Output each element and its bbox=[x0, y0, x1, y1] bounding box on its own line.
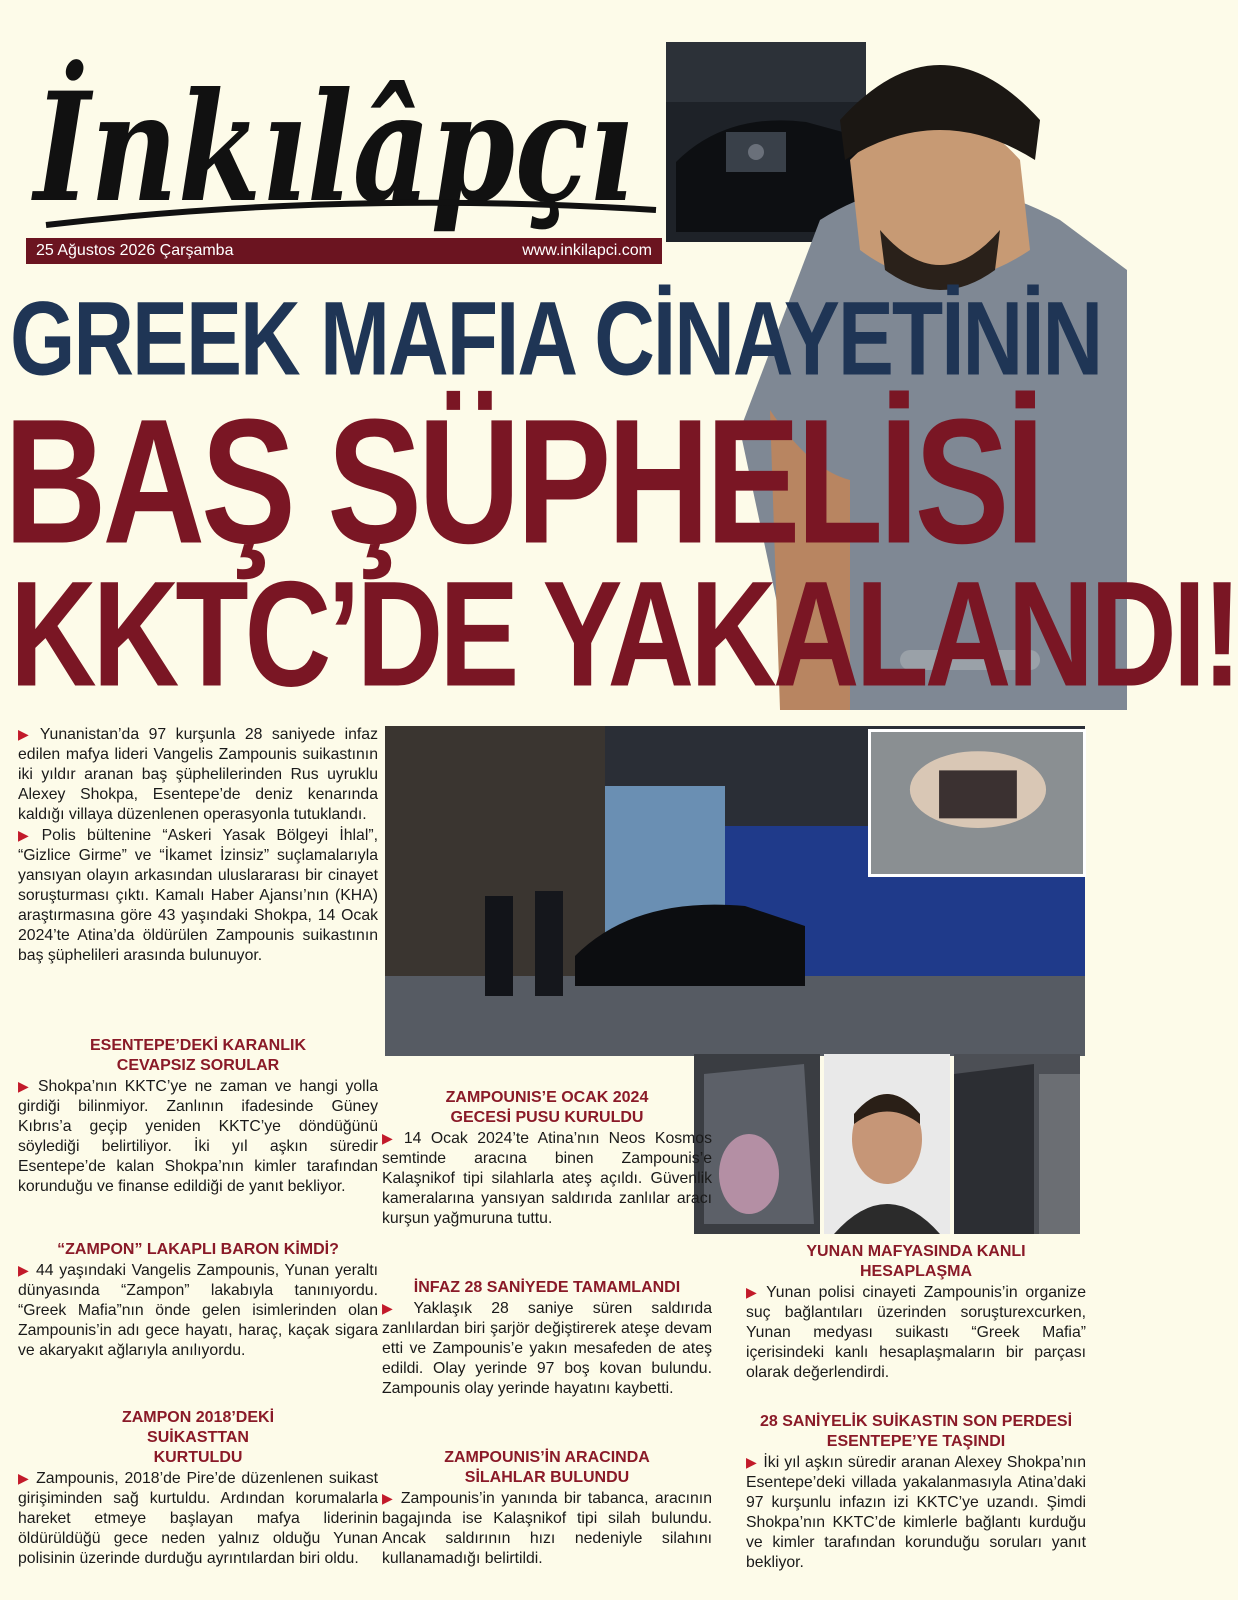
section-body: ▶ 14 Ocak 2024’te Atina’nın Neos Kosmos semtinde aracına binen Zampounis’e Kalaşnikof tipi silahlarla ateş açıldı. Güvenlik kameralarına yansıyan saldırıda zanlılar aracı kurşun yağmuruna tuttu. bbox=[382, 1130, 712, 1227]
section-body: ▶ Yunan polisi cinayeti Zampounis’in organize suç bağlantıları üzerinden soruşturexcurken, Yunan medyası suikastı “Greek Mafia” içerisindeki kanlı hesaplaşmaların bir parçası olarak değerlendirdi. bbox=[746, 1284, 1086, 1381]
triangle-right-icon: ▶ bbox=[18, 1470, 31, 1486]
triangle-right-icon: ▶ bbox=[18, 1078, 33, 1094]
website-link[interactable]: www.inkilapci.com bbox=[522, 242, 652, 259]
headline-line-3: KKTC’DE YAKALANDI! bbox=[10, 550, 1238, 718]
section-title: ZAMPOUNIS’E OCAK 2024 GECESİ PUSU KURULDU bbox=[445, 1089, 649, 1126]
section-title: İNFAZ 28 SANİYEDE TAMAMLANDI bbox=[413, 1279, 681, 1296]
section-final-act bbox=[746, 1412, 1086, 1573]
section-esentepe bbox=[18, 1036, 378, 1197]
section-body: ▶ Zampounis, 2018’de Pire’de düzenlenen suikast girişiminden sağ kurtuldu. Ardından korumalarla hareket etmeye başlayan mafya liderinin öldürüldüğü gece neden yalnız olduğu Yunan polisinin üzerinde durduğu ayrıntılardan biri oldu. bbox=[18, 1470, 378, 1567]
lead-paragraph-1: ▶ Yunanistan’da 97 kurşunla 28 saniyede infaz edilen mafya lideri Vangelis Zampounis suikastının iki yıldır aranan baş şüphelilerinden Rus uyruklu Alexey Shokpa, Esentepe’de deniz kenarında kaldığı villaya düzenlenen operasyonla tutuklandı. bbox=[18, 726, 378, 823]
section-28-seconds bbox=[382, 1278, 712, 1399]
triangle-right-icon: ▶ bbox=[382, 1490, 395, 1506]
victim-portrait-photo bbox=[824, 1054, 950, 1234]
section-body: ▶ Yaklaşık 28 saniye süren saldırıda zanlılardan biri şarjör değiştirerek ateşe devam etti ve Zampounis’e yakın mesafeden de ateş edildi. Olay yerinde 97 boş kovan bulundu. Zampounis olay yerinde hayatını kaybetti. bbox=[382, 1300, 712, 1397]
svg-text:İnkılâpçı: İnkılâpçı bbox=[34, 60, 782, 236]
section-title: YUNAN MAFYASINDA KANLI HESAPLAŞMA bbox=[806, 1243, 1026, 1280]
section-greek-mafia bbox=[746, 1242, 1086, 1383]
headline-line-2: BAŞ ŞÜPHELİSİ bbox=[4, 382, 1041, 582]
triangle-right-icon: ▶ bbox=[18, 827, 36, 843]
section-baron bbox=[18, 1240, 378, 1361]
issue-date: 25 Ağustos 2026 Çarşamba bbox=[36, 242, 234, 259]
section-body: ▶ İki yıl aşkın süredir aranan Alexey Shokpa’nın Esentepe’deki villada yakalanmasıyla Atina’daki 97 kurşunlu infazın izi KKTC’ye uzandı. Şimdi Shokpa’nın KKTC’de kimlerle bağlantı kurduğu ve kimler tarafından korunduğu soruları yanıt bekliyor. bbox=[746, 1454, 1086, 1571]
section-weapons bbox=[382, 1448, 712, 1569]
cctv-gunmen-photo bbox=[954, 1054, 1080, 1234]
section-body: ▶ Shokpa’nın KKTC’ye ne zaman ve hangi yolla girdiği bilinmiyor. Zanlının ifadesinde Güney Kıbrıs’a geçip yeniden KKTC’ye döndüğünü söylediği belirtiliyor. İki yıl aşkın süredir Esentepe’de kalan Shokpa’nın kimler tarafından korunduğu ve finanse edildiği de yanıt bekliyor. bbox=[18, 1078, 378, 1195]
section-body: ▶ 44 yaşındaki Vangelis Zampounis, Yunan yeraltı dünyasında “Zampon” lakabıyla tanınıyordu. “Greek Mafia”nın önde gelen isimlerinden olan Zampounis’in adı gece hayatı, haraç, kaçak sigara ve akaryakıt ağlarıyla anılıyordu. bbox=[18, 1262, 378, 1359]
masthead-logo bbox=[26, 20, 782, 250]
section-title: ESENTEPE’DEKİ KARANLIK CEVAPSIZ SORULAR bbox=[89, 1037, 307, 1074]
triangle-right-icon: ▶ bbox=[382, 1130, 398, 1146]
triangle-right-icon: ▶ bbox=[746, 1284, 761, 1300]
section-ambush bbox=[382, 1088, 712, 1229]
lead-paragraph-block bbox=[18, 724, 378, 966]
triangle-right-icon: ▶ bbox=[746, 1454, 758, 1470]
section-title: 28 SANİYELİK SUİKASTIN SON PERDESİ ESENTEPE’YE TAŞINDI bbox=[759, 1413, 1073, 1450]
section-2018 bbox=[18, 1408, 378, 1569]
headline-line-1: GREEK MAFIA CİNAYETİNİN bbox=[10, 279, 1102, 397]
section-body: ▶ Zampounis’in yanında bir tabanca, aracının bagajında ise Kalaşnikof tipi silah bulundu. Ancak saldırının hızı nedeniyle silahını kullanamadığı belirtildi. bbox=[382, 1490, 712, 1567]
triangle-right-icon: ▶ bbox=[382, 1300, 408, 1316]
section-title: ZAMPOUNIS’İN ARACINDA SİLAHLAR BULUNDU bbox=[444, 1449, 650, 1486]
section-title: ZAMPON 2018’DEKİ SUİKASTTAN KURTULDU bbox=[121, 1409, 275, 1466]
section-title: “ZAMPON” LAKAPLI BARON KİMDİ? bbox=[57, 1241, 339, 1258]
victim-car-interior-photo bbox=[694, 1054, 820, 1234]
lead-paragraph-2: ▶ Polis bültenine “Askeri Yasak Bölgeyi İhlal”, “Gizlice Girme” ve “İkamet İzinsiz” suçlamalarıyla yansıyan olayın arkasından uluslararası bir cinayet soruşturması çıktı. Kamalı Haber Ajansı’nın (KHA) araştırmasına göre 43 yaşındaki Shokpa, 14 Ocak 2024’te Atina’da öldürülen Zampounis suikastının baş şüphelileri arasında bulunuyor. bbox=[18, 827, 378, 964]
date-bar bbox=[26, 238, 662, 264]
cctv-still-photo bbox=[868, 729, 1086, 877]
triangle-right-icon: ▶ bbox=[18, 1262, 31, 1278]
triangle-right-icon: ▶ bbox=[18, 726, 34, 742]
